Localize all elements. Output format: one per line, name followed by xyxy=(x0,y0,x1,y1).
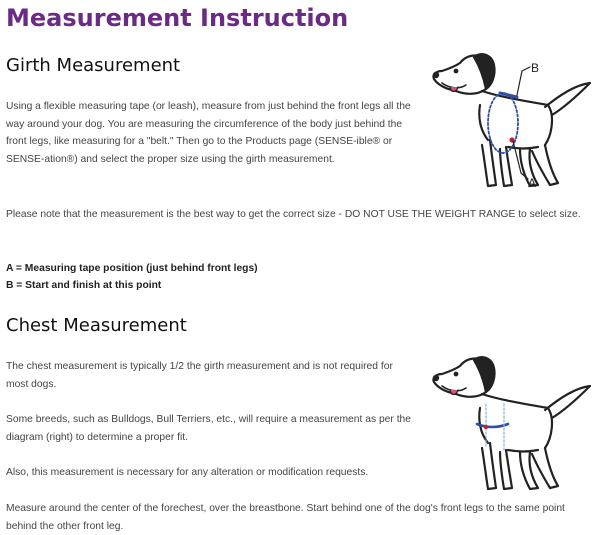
dog-girth-diagram-icon xyxy=(420,45,595,197)
chest-paragraph-1: The chest measurement is typically 1/2 the girth measurement and is not required for most dogs. xyxy=(6,361,393,390)
chest-heading: Chest Measurement xyxy=(6,315,187,336)
girth-legend-b: B = Start and finish at this point xyxy=(6,280,162,291)
girth-heading: Girth Measurement xyxy=(6,55,181,76)
girth-paragraph-2: Please note that the measurement is the best way to get the correct size - DO NOT USE THE WEIGHT RANGE to select size. xyxy=(6,209,581,220)
chest-paragraph-2: Some breeds, such as Bulldogs, Bull Terriers, etc., will require a measurement as per the diagram (right) to determine a proper fit. xyxy=(6,414,412,443)
girth-paragraph-1: Using a flexible measuring tape (or leash), measure from just behind the front legs all the way around your dog. You are measuring the circumference of the body just behind the front legs, like measuring for a "belt." Then go to the Products page (SENSE-ible® or SENSE-ation®) and select the proper size using the girth measurement. xyxy=(6,101,411,165)
label-b: B xyxy=(531,61,540,75)
label-a: A xyxy=(528,176,537,190)
chest-paragraph-4: Measure around the center of the forechest, over the breastbone. Start behind one of the dog's front legs to the same point behind the other front leg. xyxy=(6,503,565,532)
page-title: Measurement Instruction xyxy=(6,4,349,32)
girth-legend-a: A = Measuring tape position (just behind front legs) xyxy=(6,263,258,274)
dog-chest-diagram-icon xyxy=(420,348,595,500)
chest-paragraph-3: Also, this measurement is necessary for any alteration or modification requests. xyxy=(6,467,369,478)
